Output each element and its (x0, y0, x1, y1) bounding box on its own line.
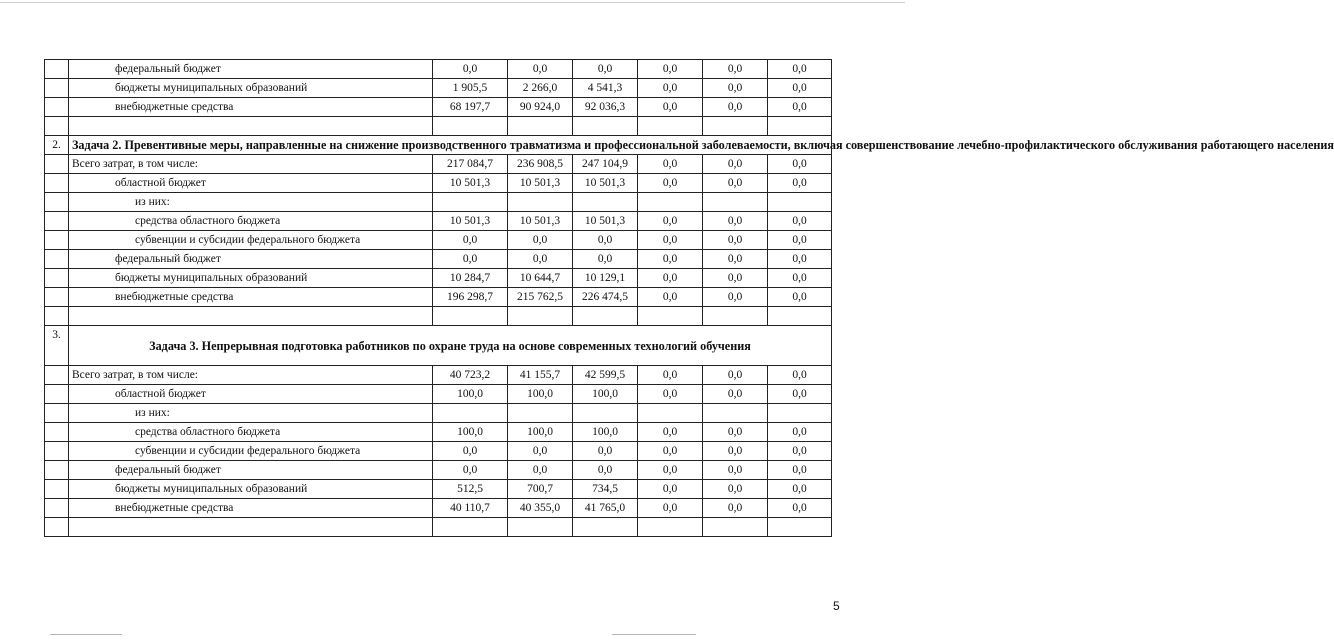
empty-cell (703, 307, 768, 326)
row-label: внебюджетные средства (69, 98, 433, 117)
table-row (45, 366, 832, 385)
row-number-cell (45, 98, 69, 117)
value-cell: 0,0 (638, 423, 703, 442)
task-number: 2. (45, 136, 69, 155)
value-cell: 100,0 (573, 385, 638, 404)
value-cell: 512,5 (433, 480, 508, 499)
value-cell: 0,0 (638, 288, 703, 307)
value-cell: 0,0 (638, 155, 703, 174)
row-label: Всего затрат, в том числе: (69, 366, 433, 385)
row-label: внебюджетные средства (69, 499, 433, 518)
table-row (45, 385, 832, 404)
row-number-cell (45, 404, 69, 423)
value-cell: 0,0 (768, 366, 832, 385)
value-cell: 2 266,0 (508, 79, 573, 98)
value-cell: 0,0 (768, 269, 832, 288)
row-label: бюджеты муниципальных образований (69, 480, 433, 499)
row-number-cell (45, 480, 69, 499)
row-number-cell (45, 269, 69, 288)
spacer-row (45, 518, 832, 537)
value-cell: 0,0 (573, 461, 638, 480)
value-cell (573, 404, 638, 423)
row-label: Всего затрат, в том числе: (69, 155, 433, 174)
value-cell: 40 723,2 (433, 366, 508, 385)
task-title: Задача 3. Непрерывная подготовка работников по охране труда на основе современных технологий обучения (69, 326, 832, 366)
value-cell: 0,0 (768, 174, 832, 193)
value-cell (703, 193, 768, 212)
value-cell: 10 129,1 (573, 269, 638, 288)
row-label: федеральный бюджет (69, 250, 433, 269)
value-cell (433, 404, 508, 423)
value-cell (573, 193, 638, 212)
row-label: областной бюджет (69, 174, 433, 193)
empty-cell (45, 117, 69, 136)
scan-bottom-edge-left (50, 634, 122, 635)
value-cell: 196 298,7 (433, 288, 508, 307)
value-cell: 42 599,5 (573, 366, 638, 385)
value-cell: 10 501,3 (433, 212, 508, 231)
value-cell: 0,0 (638, 480, 703, 499)
empty-cell (638, 307, 703, 326)
row-number-cell (45, 442, 69, 461)
value-cell: 10 284,7 (433, 269, 508, 288)
value-cell: 0,0 (768, 423, 832, 442)
page-number: 5 (833, 599, 840, 613)
row-label: из них: (69, 193, 433, 212)
row-number-cell (45, 174, 69, 193)
value-cell: 217 084,7 (433, 155, 508, 174)
value-cell: 100,0 (573, 423, 638, 442)
table-row (45, 288, 832, 307)
task-number: 3. (45, 326, 69, 366)
row-label: субвенции и субсидии федерального бюджета (69, 231, 433, 250)
empty-cell (768, 117, 832, 136)
task-header-row (45, 136, 832, 155)
value-cell: 0,0 (433, 231, 508, 250)
value-cell: 0,0 (508, 60, 573, 79)
row-number-cell (45, 288, 69, 307)
value-cell: 0,0 (638, 231, 703, 250)
value-cell: 41 155,7 (508, 366, 573, 385)
empty-cell (508, 307, 573, 326)
row-number-cell (45, 212, 69, 231)
row-number-cell (45, 366, 69, 385)
row-number-cell (45, 423, 69, 442)
value-cell: 0,0 (703, 60, 768, 79)
value-cell (433, 193, 508, 212)
value-cell: 0,0 (433, 461, 508, 480)
value-cell: 0,0 (638, 174, 703, 193)
value-cell: 0,0 (703, 250, 768, 269)
row-number-cell (45, 155, 69, 174)
value-cell: 0,0 (703, 155, 768, 174)
value-cell (508, 193, 573, 212)
table-row (45, 480, 832, 499)
empty-cell (573, 518, 638, 537)
value-cell: 10 501,3 (508, 174, 573, 193)
value-cell: 236 908,5 (508, 155, 573, 174)
empty-cell (433, 518, 508, 537)
value-cell: 68 197,7 (433, 98, 508, 117)
row-label: федеральный бюджет (69, 60, 433, 79)
empty-cell (573, 117, 638, 136)
value-cell: 0,0 (768, 250, 832, 269)
empty-cell (768, 307, 832, 326)
value-cell: 0,0 (703, 442, 768, 461)
value-cell (768, 404, 832, 423)
value-cell: 4 541,3 (573, 79, 638, 98)
value-cell: 0,0 (433, 442, 508, 461)
table-row (45, 269, 832, 288)
value-cell: 0,0 (768, 79, 832, 98)
table-row (45, 193, 832, 212)
value-cell: 0,0 (573, 442, 638, 461)
value-cell: 100,0 (433, 423, 508, 442)
row-number-cell (45, 79, 69, 98)
value-cell: 0,0 (703, 174, 768, 193)
table-row (45, 461, 832, 480)
value-cell: 10 644,7 (508, 269, 573, 288)
table-row (45, 98, 832, 117)
value-cell: 0,0 (638, 385, 703, 404)
empty-cell (433, 117, 508, 136)
value-cell: 40 355,0 (508, 499, 573, 518)
empty-cell (69, 117, 433, 136)
table-body (45, 60, 1334, 537)
spacer-row (45, 307, 832, 326)
table-row (45, 404, 832, 423)
value-cell: 0,0 (768, 499, 832, 518)
value-cell: 0,0 (573, 231, 638, 250)
empty-cell (69, 307, 433, 326)
empty-cell (638, 117, 703, 136)
value-cell (703, 404, 768, 423)
row-label: средства областного бюджета (69, 212, 433, 231)
row-label: внебюджетные средства (69, 288, 433, 307)
value-cell: 0,0 (638, 269, 703, 288)
value-cell: 0,0 (433, 60, 508, 79)
value-cell: 0,0 (638, 499, 703, 518)
row-number-cell (45, 193, 69, 212)
table-row (45, 442, 832, 461)
empty-cell (703, 518, 768, 537)
empty-cell (638, 518, 703, 537)
value-cell: 0,0 (703, 385, 768, 404)
value-cell: 0,0 (703, 499, 768, 518)
value-cell: 0,0 (638, 60, 703, 79)
table-row (45, 250, 832, 269)
value-cell: 0,0 (638, 442, 703, 461)
value-cell: 0,0 (703, 423, 768, 442)
value-cell: 100,0 (508, 423, 573, 442)
value-cell: 0,0 (703, 79, 768, 98)
value-cell: 10 501,3 (573, 212, 638, 231)
row-number-cell (45, 231, 69, 250)
task-title: Задача 2. Превентивные меры, направленные на снижение производственного травматизма и профессиональной заболеваемости, включая совершенствование лечебно-профилактического обслуживания работающего населения (69, 136, 832, 155)
row-number-cell (45, 385, 69, 404)
empty-cell (508, 518, 573, 537)
row-label: средства областного бюджета (69, 423, 433, 442)
value-cell: 0,0 (768, 288, 832, 307)
value-cell: 10 501,3 (573, 174, 638, 193)
empty-cell (508, 117, 573, 136)
value-cell: 41 765,0 (573, 499, 638, 518)
empty-cell (69, 518, 433, 537)
table-row (45, 212, 832, 231)
value-cell: 0,0 (638, 212, 703, 231)
value-cell: 0,0 (508, 442, 573, 461)
empty-cell (433, 307, 508, 326)
value-cell: 0,0 (768, 385, 832, 404)
empty-cell (45, 518, 69, 537)
value-cell: 0,0 (703, 269, 768, 288)
row-number-cell (45, 250, 69, 269)
row-label: областной бюджет (69, 385, 433, 404)
value-cell (508, 404, 573, 423)
scan-top-edge (0, 2, 905, 3)
value-cell: 0,0 (768, 442, 832, 461)
value-cell: 10 501,3 (433, 174, 508, 193)
row-label: из них: (69, 404, 433, 423)
table-row (45, 79, 832, 98)
row-number-cell (45, 499, 69, 518)
row-label: субвенции и субсидии федерального бюджета (69, 442, 433, 461)
value-cell: 0,0 (638, 366, 703, 385)
table-row (45, 231, 832, 250)
spacer-row (45, 117, 832, 136)
value-cell: 0,0 (703, 212, 768, 231)
value-cell: 0,0 (508, 231, 573, 250)
table-row (45, 174, 832, 193)
value-cell: 0,0 (703, 461, 768, 480)
value-cell: 92 036,3 (573, 98, 638, 117)
value-cell: 0,0 (638, 461, 703, 480)
value-cell: 0,0 (573, 250, 638, 269)
table-row (45, 155, 832, 174)
scan-bottom-edge-right (612, 634, 696, 635)
value-cell: 40 110,7 (433, 499, 508, 518)
value-cell: 0,0 (638, 250, 703, 269)
value-cell: 0,0 (768, 60, 832, 79)
row-number-cell (45, 60, 69, 79)
value-cell: 90 924,0 (508, 98, 573, 117)
empty-cell (45, 307, 69, 326)
value-cell: 1 905,5 (433, 79, 508, 98)
value-cell (638, 404, 703, 423)
row-label: бюджеты муниципальных образований (69, 269, 433, 288)
row-label: федеральный бюджет (69, 461, 433, 480)
value-cell: 0,0 (768, 461, 832, 480)
empty-cell (573, 307, 638, 326)
value-cell: 0,0 (703, 480, 768, 499)
value-cell: 0,0 (768, 231, 832, 250)
value-cell: 0,0 (768, 480, 832, 499)
value-cell: 247 104,9 (573, 155, 638, 174)
value-cell: 100,0 (508, 385, 573, 404)
value-cell: 0,0 (703, 288, 768, 307)
value-cell: 10 501,3 (508, 212, 573, 231)
value-cell: 0,0 (508, 461, 573, 480)
financing-table (44, 59, 1334, 537)
empty-cell (768, 518, 832, 537)
value-cell: 0,0 (433, 250, 508, 269)
value-cell: 0,0 (703, 366, 768, 385)
value-cell: 215 762,5 (508, 288, 573, 307)
value-cell: 0,0 (703, 98, 768, 117)
value-cell (638, 193, 703, 212)
value-cell: 0,0 (703, 231, 768, 250)
value-cell: 0,0 (573, 60, 638, 79)
value-cell: 700,7 (508, 480, 573, 499)
row-number-cell (45, 461, 69, 480)
value-cell: 0,0 (638, 98, 703, 117)
value-cell: 0,0 (768, 98, 832, 117)
value-cell: 0,0 (638, 79, 703, 98)
task-header-row (45, 326, 832, 366)
value-cell (768, 193, 832, 212)
table-row (45, 423, 832, 442)
value-cell: 226 474,5 (573, 288, 638, 307)
value-cell: 100,0 (433, 385, 508, 404)
empty-cell (703, 117, 768, 136)
value-cell: 0,0 (768, 155, 832, 174)
table-row (45, 499, 832, 518)
table-row (45, 60, 832, 79)
value-cell: 734,5 (573, 480, 638, 499)
value-cell: 0,0 (508, 250, 573, 269)
row-label: бюджеты муниципальных образований (69, 79, 433, 98)
value-cell: 0,0 (768, 212, 832, 231)
